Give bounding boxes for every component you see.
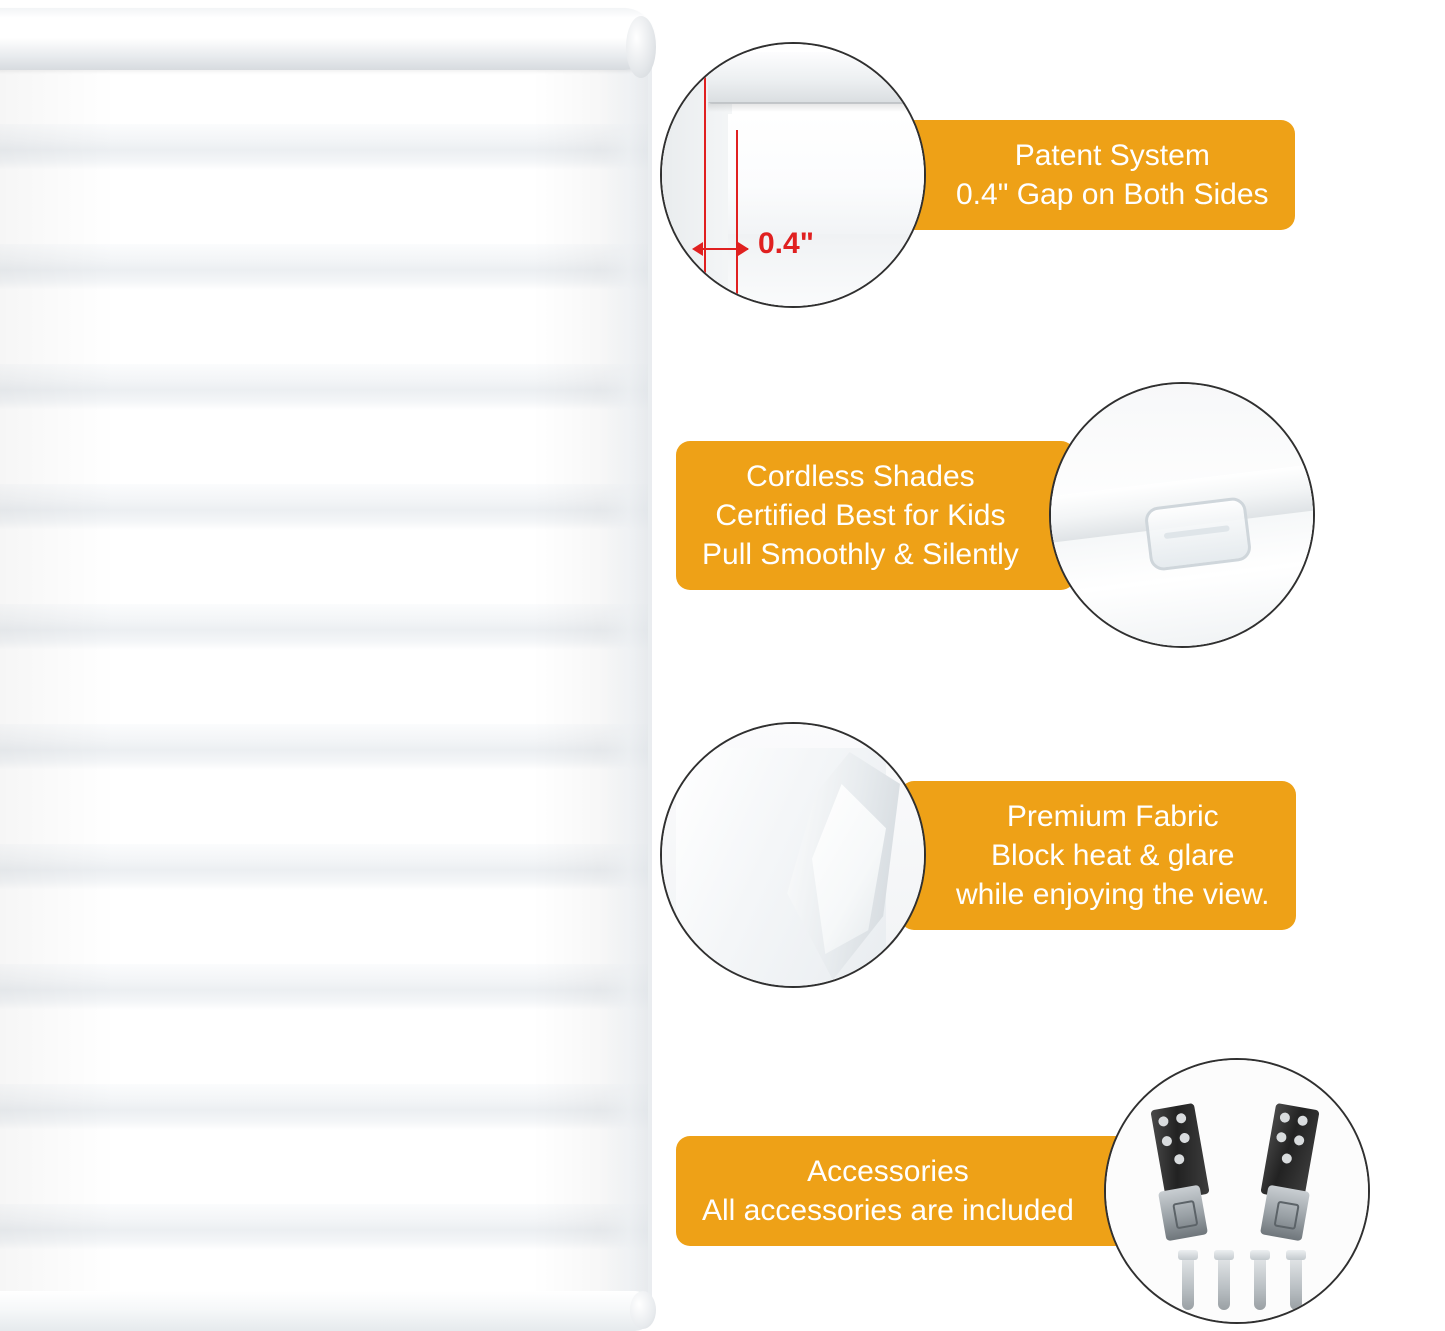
headrail-closeup [708, 52, 926, 104]
headrail-end-cap [626, 16, 656, 78]
badge-line: Certified Best for Kids [715, 498, 1006, 532]
bottom-rail [0, 1291, 654, 1331]
badge-premium-fabric [900, 781, 1296, 930]
accessories-photo [1104, 1058, 1370, 1324]
gap-measure-label: 0.4" [758, 227, 814, 260]
gap-detail-photo [660, 42, 926, 308]
feature-accessories [676, 1058, 1370, 1324]
feature-premium-fabric [660, 722, 1296, 988]
screw-icon [1218, 1256, 1230, 1310]
screw-icon [1290, 1256, 1302, 1310]
product-photo [0, 0, 668, 1331]
measure-line-left [704, 62, 706, 298]
fabric-scene [662, 724, 924, 986]
mounting-bracket-left [1150, 1103, 1209, 1201]
headrail [0, 8, 654, 70]
screw-icon [1182, 1256, 1194, 1310]
badge-line: while enjoying the view. [956, 877, 1270, 911]
gap-detail-scene [662, 44, 924, 306]
accessories-scene [1106, 1060, 1368, 1322]
badge-line: Accessories [807, 1155, 969, 1188]
fabric-swatch-photo [660, 722, 926, 988]
cordless-scene [1051, 384, 1313, 646]
badge-line: All accessories are included [702, 1194, 1074, 1227]
badge-line: Block heat & glare [991, 838, 1235, 872]
zebra-sheer-fabric [0, 66, 648, 1304]
badge-accessories [676, 1136, 1130, 1246]
fabric-right-edge-shading [600, 66, 652, 1304]
badge-patent-gap [900, 120, 1295, 230]
headrail-shadow [708, 102, 926, 112]
measure-arrow-icon [692, 240, 752, 258]
badge-line: 0.4" Gap on Both Sides [956, 178, 1269, 211]
feature-cordless [676, 382, 1315, 648]
badge-line: Pull Smoothly & Silently [702, 537, 1019, 571]
fabric-closeup-upper [728, 114, 926, 234]
measure-line-right [736, 130, 738, 294]
badge-line: Cordless Shades [746, 459, 975, 493]
mounting-bracket-left-base [1158, 1185, 1208, 1242]
badge-line: Premium Fabric [1006, 799, 1219, 833]
mounting-bracket-right-base [1260, 1185, 1310, 1242]
bottom-rail-end-cap [630, 1291, 656, 1329]
pull-handle-icon [1143, 496, 1252, 572]
screw-icon [1254, 1256, 1266, 1310]
feature-patent-gap [660, 42, 1295, 308]
badge-line: Patent System [1014, 139, 1210, 172]
cordless-handle-photo [1049, 382, 1315, 648]
badge-cordless [676, 441, 1075, 590]
